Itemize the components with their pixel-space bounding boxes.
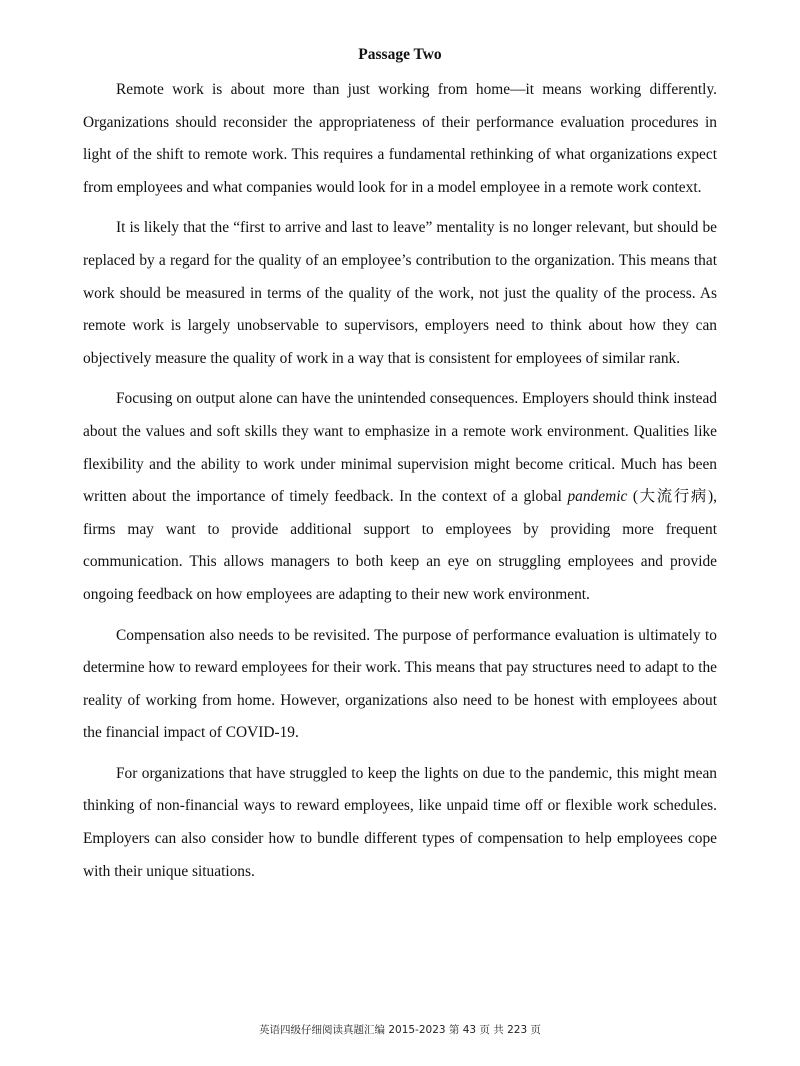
paragraph-5: For organizations that have struggled to keep the lights on due to the pandemic, this might mean thinking of non-financial ways to reward employees, like unpaid time off or flexible work schedules. Employers can also consider how to bundle different types of compensation to help employees cope with their unique situations. bbox=[83, 764, 717, 880]
paragraph-1: Remote work is about more than just working from home—it means working differently. Organizations should reconsider the appropriateness of their performance evaluation procedures in light of the shift to remote work. This requires a fundamental rethinking of what organizations expect from employees and what companies would look for in a model employee in a remote work context. bbox=[83, 81, 717, 196]
paragraph-3-text-before: Focusing on output alone can have the unintended consequences. Employers should think instead about the values and soft skills they want to emphasize in a remote work environment. Qualities like flexibility and the ability to work under minimal supervision might become critical. Much has been written about the importance of timely feedback. In the context of a global bbox=[83, 390, 717, 506]
paragraph-2: It is likely that the “first to arrive and last to leave” mentality is no longer relevant, but should be replaced by a regard for the quality of an employee’s contribution to the organization. This means that work should be measured in terms of the quality of the work, not just the quality of the process. As remote work is largely unobservable to supervisors, employers need to think about how they can objectively measure the quality of work in a way that is consistent for employees of similar rank. bbox=[83, 219, 717, 367]
paragraph-4: Compensation also needs to be revisited. The purpose of performance evaluation is ultimately to determine how to reward employees for their work. This means that pay structures need to adapt to the reality of working from home. However, organizations also need to be honest with employees about the financial impact of COVID-19. bbox=[83, 626, 717, 742]
page-footer: 英语四级仔细阅读真题汇编 2015-2023 第 43 页 共 223 页 bbox=[259, 1024, 541, 1036]
pandemic-term: pandemic bbox=[567, 488, 628, 506]
paragraph-3-text-after: (大流行病), firms may want to provide additional support to employees by providing more frequent communication. This allows managers to both keep an eye on struggling employees and provide ongoing feedback on how employees are adapting to their new work environment. bbox=[83, 488, 717, 603]
passage-body bbox=[83, 74, 717, 896]
paragraph-3 bbox=[83, 383, 717, 611]
passage-title: Passage Two bbox=[358, 46, 442, 63]
